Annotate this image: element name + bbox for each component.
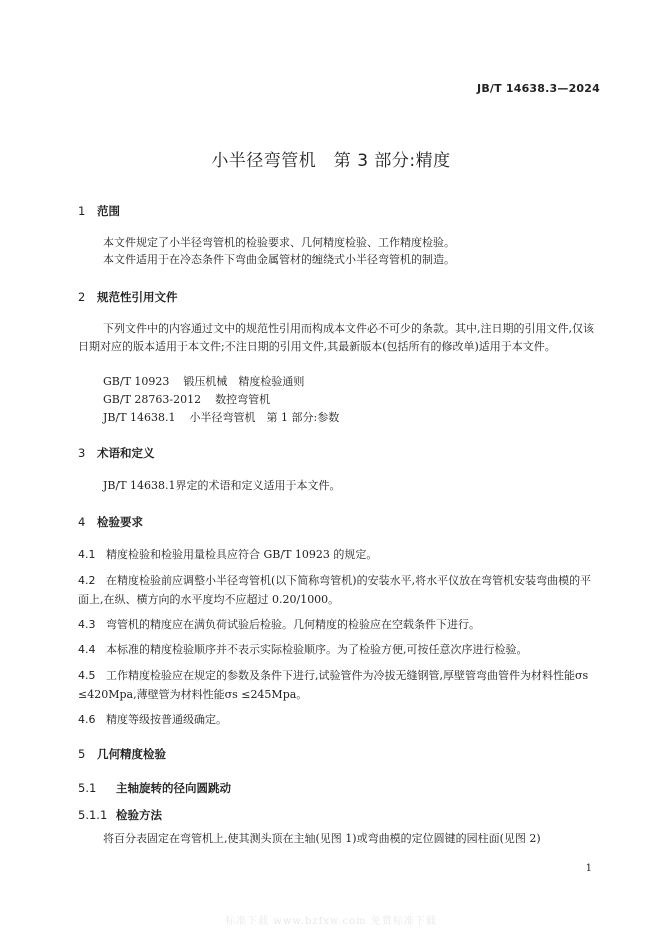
section-number: 5.1.1 [78,808,108,822]
section-title: 范围 [97,204,120,218]
clause-number: 4.3 [78,618,96,631]
page-number: 1 [585,863,592,874]
document-title: 小半径弯管机 第 3 部分:精度 [211,151,451,171]
paragraph: 将百分表固定在弯管机上,使其测头顶在主轴(见图 1)或弯曲模的定位圆键的园柱面(见图 2) [103,832,541,845]
section-title: 主轴旋转的径向圆跳动 [116,781,231,795]
section-2-heading [78,289,178,305]
clause [78,710,600,729]
watermark: 标准下载 www.bzfxw.com 免费标准下载 [225,916,437,927]
paragraph: 下列文件中的内容通过文中的规范性引用而构成本文件必不可少的条款。其中,注日期的引用文件,仅该日期对应的版本适用于本文件;不注日期的引用文件,其最新版本(包括所有的修改单)适用于本文件。 [78,322,594,353]
clause [78,640,600,659]
section-title: 检验要求 [97,515,143,529]
reference-name: 锻压机械 精度检验通则 [183,375,305,388]
subsubsection-heading [78,807,162,823]
clause [78,571,600,609]
section-title: 规范性引用文件 [97,290,178,304]
reference-item [103,409,339,425]
section-5-heading [78,746,166,762]
section-number: 2 [78,290,86,304]
section-number: 4 [78,515,86,529]
clause-number: 4.4 [78,643,96,656]
reference-item [103,373,304,389]
section-1-heading [78,203,120,219]
clause-text: 在精度检验前应调整小半径弯管机(以下简称弯管机)的安装水平,将水平仪放在弯管机安装弯曲模的平面上,在纵、横方向的水平度均不应超过 0.20/1000。 [78,574,592,606]
clause [78,666,600,704]
subsection-heading [78,780,231,796]
section-number: 1 [78,204,86,218]
reference-code: GB/T 28763-2012 [103,393,202,406]
clause-number: 4.5 [78,669,96,682]
clause [78,545,600,564]
section-3-heading [78,445,155,461]
reference-item [103,391,270,407]
clause-number: 4.2 [78,574,96,587]
standard-code: JB/T 14638.3—2024 [477,82,600,95]
section-4-heading [78,514,143,530]
section-title: 几何精度检验 [97,747,166,761]
reference-code: JB/T 14638.1 [103,411,176,424]
section-number: 5 [78,747,86,761]
clause-text: 弯管机的精度应在满负荷试验后检验。几何精度的检验应在空载条件下进行。 [106,618,480,631]
paragraph: 本文件规定了小半径弯管机的检验要求、几何精度检验、工作精度检验。 [103,236,455,249]
reference-code: GB/T 10923 [103,375,170,388]
clause-number: 4.6 [78,713,96,726]
reference-name: 数控弯管机 [215,393,271,406]
reference-name: 小半径弯管机 第 1 部分:参数 [189,411,340,424]
section-title: 术语和定义 [97,446,155,460]
clause-number: 4.1 [78,548,96,561]
clause-text: 工作精度检验应在规定的参数及条件下进行,试验管件为冷拔无缝钢管,厚壁管弯曲管件为材料性能σs ≤420Mpa,薄壁管为材料性能σs ≤245Mpa。 [78,669,589,701]
clause-text: 精度检验和检验用量检具应符合 GB/T 10923 的规定。 [106,548,378,561]
section-title: 检验方法 [116,808,162,822]
section-number: 5.1 [78,781,97,795]
clause-text: 精度等级按普通级确定。 [106,713,227,726]
paragraph: JB/T 14638.1界定的术语和定义适用于本文件。 [103,479,341,492]
section-number: 3 [78,446,86,460]
paragraph: 本文件适用于在冷态条件下弯曲金属管材的缠绕式小半径弯管机的制造。 [103,253,455,266]
clause [78,615,600,634]
clause-text: 本标准的精度检验顺序并不表示实际检验顺序。为了检验方便,可按任意次序进行检验。 [106,643,528,656]
